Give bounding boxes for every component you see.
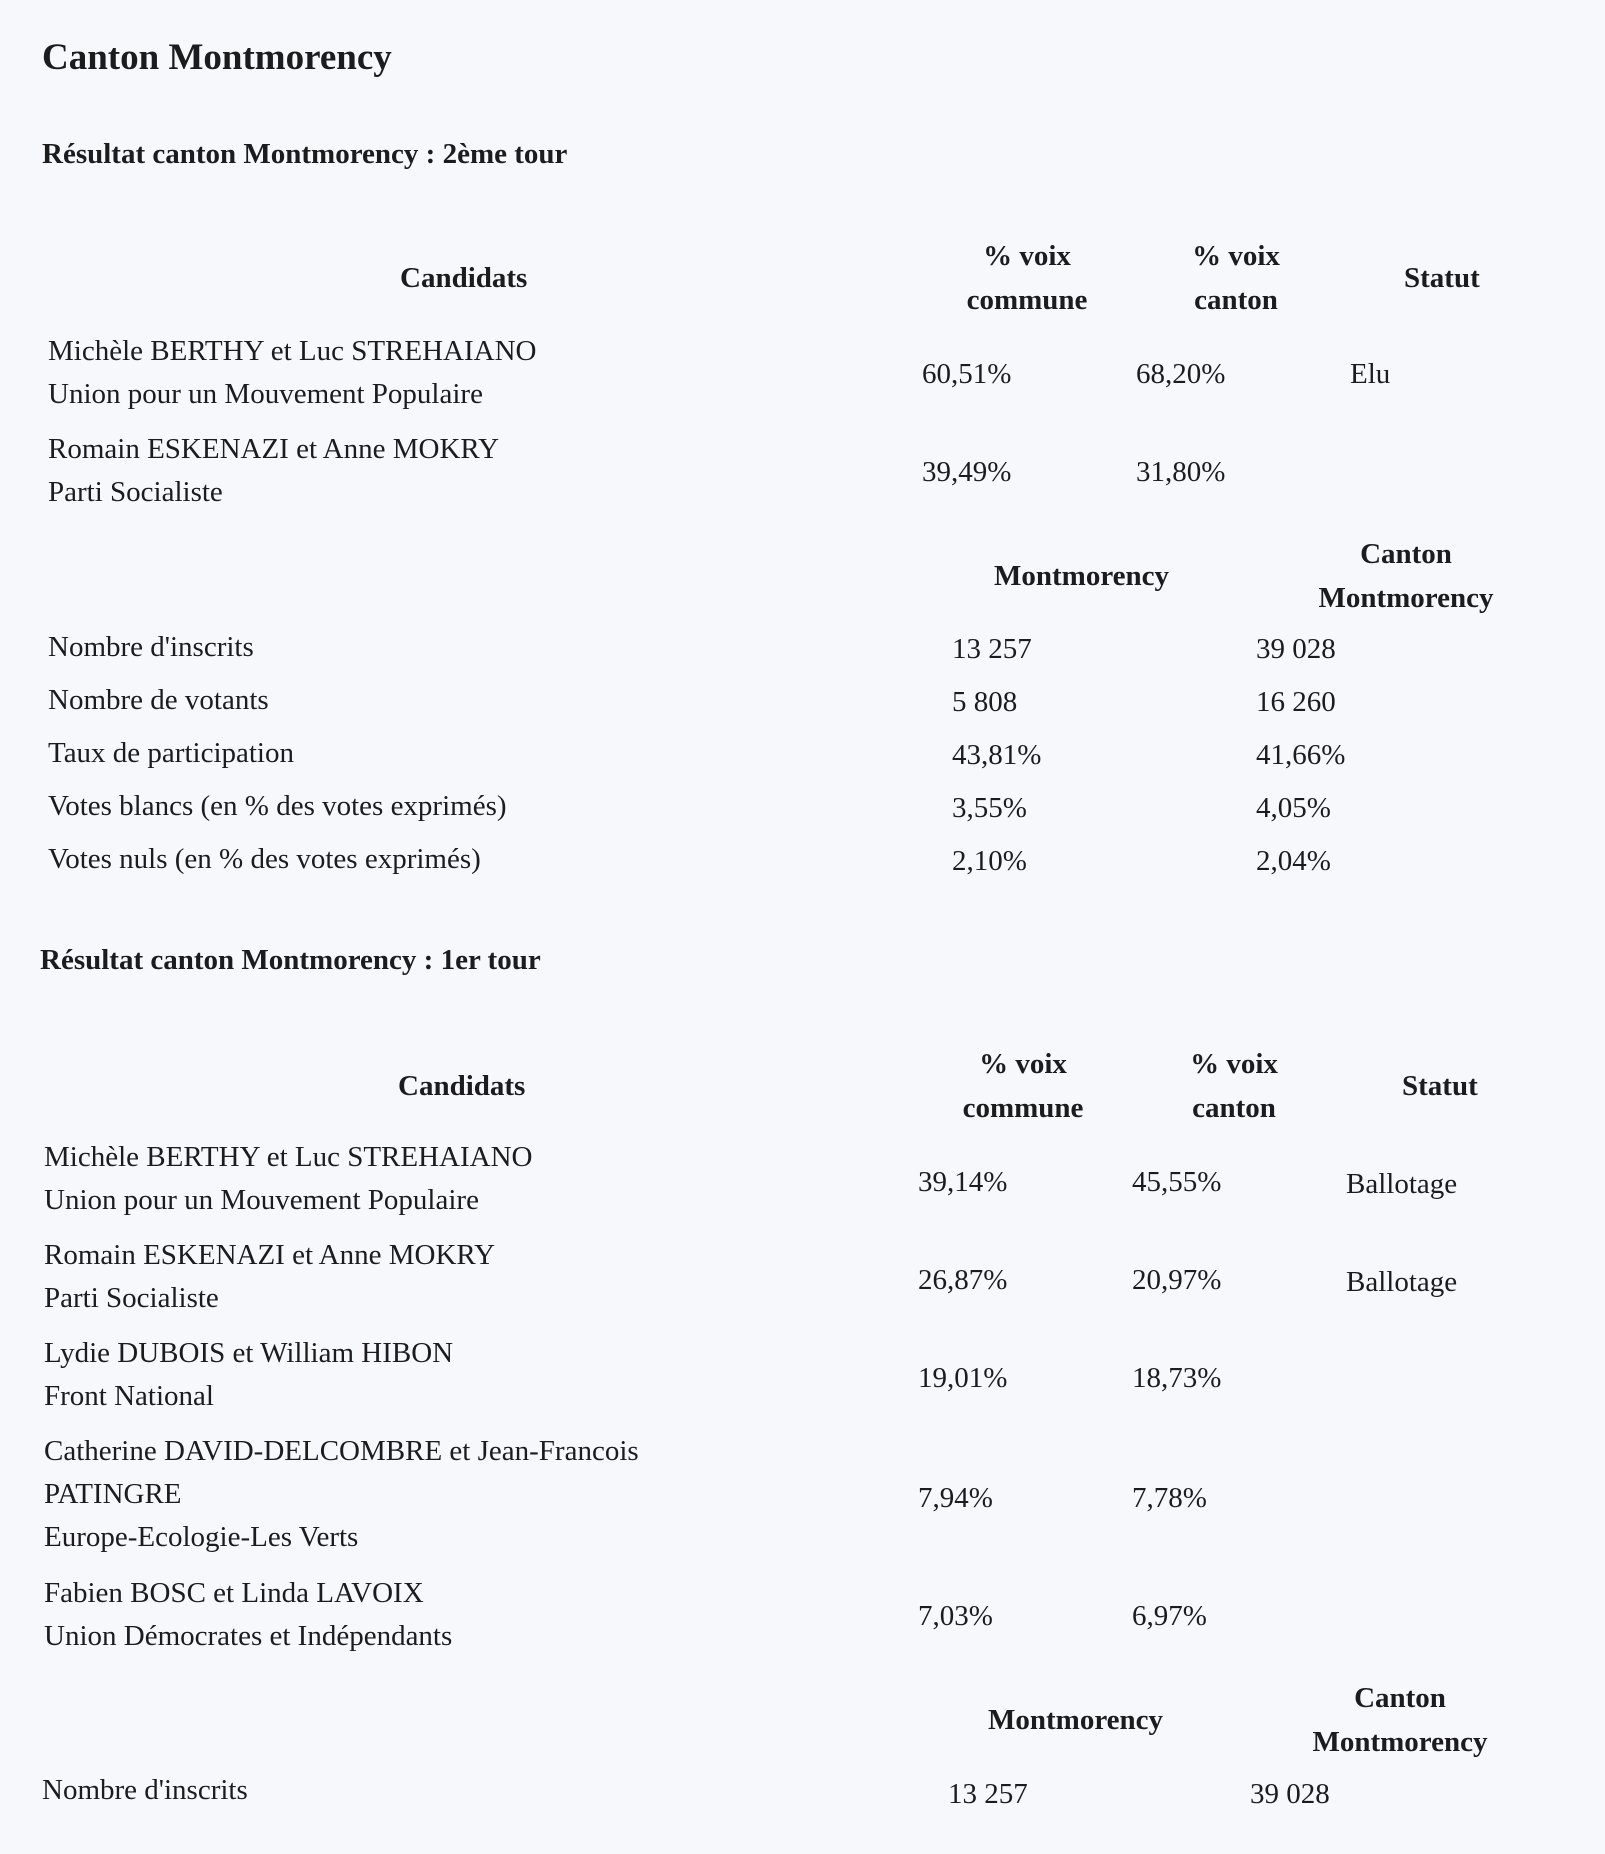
- stat-canton: 16 260: [1256, 686, 1336, 718]
- header-statut: Statut: [1404, 262, 1480, 294]
- round1-heading: Résultat canton Montmorency : 1er tour: [40, 944, 541, 976]
- voix-canton: 18,73%: [1132, 1362, 1222, 1394]
- header-voix-commune: [952, 234, 1102, 322]
- header-voix-canton: [1166, 234, 1306, 322]
- candidate-names: Fabien BOSC et Linda LAVOIX: [44, 1577, 424, 1609]
- candidate-row: [48, 428, 499, 514]
- candidate-row: [44, 1234, 495, 1320]
- candidate-row: [44, 1430, 639, 1559]
- header-voix-commune-line2: commune: [966, 284, 1088, 316]
- stat-commune: 13 257: [952, 633, 1032, 665]
- stats-header-canton-line1: Canton: [1360, 538, 1452, 570]
- stat-commune: 43,81%: [952, 739, 1042, 771]
- candidate-names-cont: PATINGRE: [44, 1478, 182, 1510]
- stat-canton: 4,05%: [1256, 792, 1331, 824]
- stat-canton: 41,66%: [1256, 739, 1346, 771]
- stats-header-canton: [1296, 532, 1516, 620]
- stat-commune: 2,10%: [952, 845, 1027, 877]
- voix-canton: 6,97%: [1132, 1600, 1207, 1632]
- header-candidats: Candidats: [400, 262, 528, 294]
- statut: Ballotage: [1346, 1168, 1458, 1200]
- candidate-party: Union pour un Mouvement Populaire: [44, 1184, 479, 1216]
- stats-header-canton: [1290, 1676, 1510, 1764]
- voix-commune: 7,94%: [918, 1482, 993, 1514]
- voix-canton: 68,20%: [1136, 358, 1226, 390]
- header-voix-commune-line1: % voix: [979, 1048, 1067, 1080]
- candidate-party: Union Démocrates et Indépendants: [44, 1620, 453, 1652]
- candidate-party: Union pour un Mouvement Populaire: [48, 378, 483, 410]
- voix-commune: 39,49%: [922, 456, 1012, 488]
- candidate-names: Michèle BERTHY et Luc STREHAIANO: [48, 335, 537, 367]
- voix-commune: 39,14%: [918, 1166, 1008, 1198]
- voix-commune: 60,51%: [922, 358, 1012, 390]
- candidate-party: Front National: [44, 1380, 214, 1412]
- candidate-party: Europe-Ecologie-Les Verts: [44, 1521, 359, 1553]
- round2-heading: Résultat canton Montmorency : 2ème tour: [42, 138, 568, 170]
- stat-commune: 3,55%: [952, 792, 1027, 824]
- page-title: Canton Montmorency: [42, 37, 392, 78]
- voix-commune: 26,87%: [918, 1264, 1008, 1296]
- candidate-names: Romain ESKENAZI et Anne MOKRY: [44, 1239, 496, 1271]
- voix-canton: 45,55%: [1132, 1166, 1222, 1198]
- header-voix-canton-line2: canton: [1194, 284, 1278, 316]
- candidate-names: Catherine DAVID-DELCOMBRE et Jean-Francois: [44, 1435, 639, 1467]
- header-voix-commune: [948, 1042, 1098, 1130]
- stats-header-commune: Montmorency: [994, 560, 1170, 592]
- stat-label: Nombre d'inscrits: [42, 1774, 248, 1806]
- header-candidats: Candidats: [398, 1070, 526, 1102]
- stat-canton: 39 028: [1256, 633, 1336, 665]
- stat-canton: 2,04%: [1256, 845, 1331, 877]
- candidate-names: Romain ESKENAZI et Anne MOKRY: [48, 433, 500, 465]
- stat-label: Nombre d'inscrits: [48, 631, 254, 663]
- header-voix-commune-line2: commune: [962, 1092, 1084, 1124]
- header-statut: Statut: [1402, 1070, 1478, 1102]
- stats-header-canton-line2: Montmorency: [1312, 1726, 1488, 1758]
- stat-commune: 5 808: [952, 686, 1018, 718]
- stat-canton: 39 028: [1250, 1778, 1330, 1810]
- voix-commune: 7,03%: [918, 1600, 993, 1632]
- header-voix-commune-line1: % voix: [983, 240, 1071, 272]
- voix-canton: 20,97%: [1132, 1264, 1222, 1296]
- header-voix-canton-line2: canton: [1192, 1092, 1276, 1124]
- stats-header-canton-line1: Canton: [1354, 1682, 1446, 1714]
- header-voix-canton-line1: % voix: [1190, 1048, 1278, 1080]
- stat-label: Votes blancs (en % des votes exprimés): [48, 790, 507, 822]
- candidate-row: [48, 330, 536, 416]
- candidate-party: Parti Socialiste: [48, 476, 223, 508]
- stat-label: Votes nuls (en % des votes exprimés): [48, 843, 481, 875]
- candidate-row: [44, 1332, 453, 1418]
- candidate-row: [44, 1136, 532, 1222]
- header-voix-canton-line1: % voix: [1192, 240, 1280, 272]
- candidate-names: Lydie DUBOIS et William HIBON: [44, 1337, 454, 1369]
- statut: Elu: [1350, 358, 1391, 390]
- stat-label: Nombre de votants: [48, 684, 269, 716]
- header-voix-canton: [1164, 1042, 1304, 1130]
- stats-header-canton-line2: Montmorency: [1318, 582, 1494, 614]
- stat-label: Taux de participation: [48, 737, 294, 769]
- candidate-party: Parti Socialiste: [44, 1282, 219, 1314]
- stat-commune: 13 257: [948, 1778, 1028, 1810]
- voix-commune: 19,01%: [918, 1362, 1008, 1394]
- statut: Ballotage: [1346, 1266, 1458, 1298]
- voix-canton: 7,78%: [1132, 1482, 1207, 1514]
- voix-canton: 31,80%: [1136, 456, 1226, 488]
- stats-header-commune: Montmorency: [988, 1704, 1164, 1736]
- candidate-row: [44, 1572, 452, 1658]
- candidate-names: Michèle BERTHY et Luc STREHAIANO: [44, 1141, 533, 1173]
